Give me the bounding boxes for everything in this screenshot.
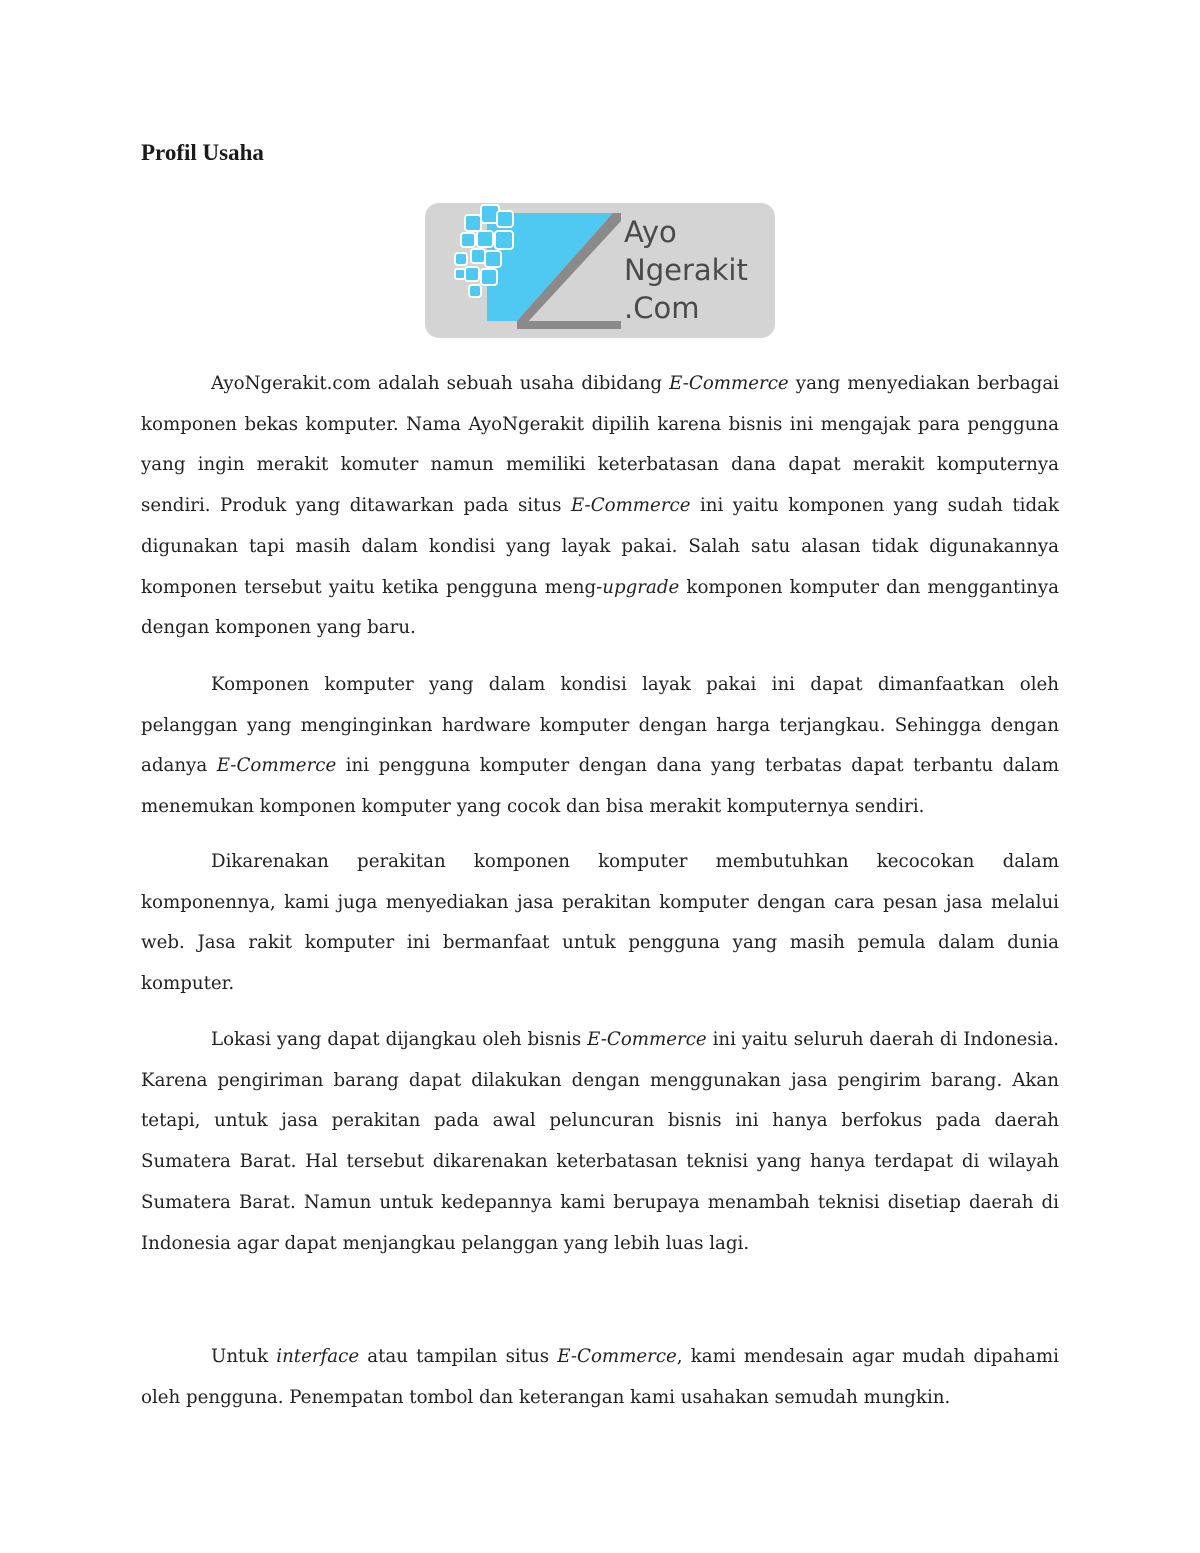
text-run: atau tampilan situs (359, 1346, 558, 1367)
italic-term: E-Commerce (216, 755, 337, 777)
text-run: ini pengguna komputer dengan dana yang terbatas dapat terbantu dalam menemukan komponen komputer yang cocok dan bisa merakit komputernya sendiri. (141, 755, 1059, 818)
text-run: Komponen komputer yang dalam kondisi layak pakai ini dapat dimanfaatkan oleh pelanggan yang menginginkan hardware komputer dengan harga terjangkau. Sehingga dengan adanya (141, 674, 1059, 777)
italic-term: E-Commerce (587, 1029, 707, 1050)
page-title: Profil Usaha (141, 140, 264, 165)
paragraph-3 (141, 842, 1059, 1021)
logo-line-1: Ayo (624, 215, 677, 249)
text-run: , kami mendesain agar mudah dipahami oleh pengguna. Penempatan tombol dan keterangan kami usahakan semudah mungkin. (141, 1346, 1059, 1408)
paragraph-4 (141, 1020, 1059, 1280)
text-run: komponen komputer dan menggantinya dengan komponen yang baru. (141, 576, 1059, 639)
text-run: yang menyediakan berbagai komponen bekas komputer. Nama AyoNgerakit dipilih karena bisnis ini mengajak para pengguna yang ingin merakit komuter namun memiliki keterbatasan dana dapat merakit komputernya sendiri. Produk yang ditawarkan pada situs (141, 373, 1059, 517)
text-run: Lokasi yang dapat dijangkau oleh bisnis (211, 1029, 588, 1050)
logo-wordmark (624, 213, 774, 327)
paragraph-1 (141, 364, 1059, 665)
text-run: AyoNgerakit.com adalah sebuah usaha dibidang (211, 373, 670, 394)
logo-line-2: Ngerakit (624, 253, 748, 287)
italic-term: E-Commerce (557, 1346, 677, 1367)
logo-line-3: .Com (624, 291, 700, 325)
paragraph-5 (141, 1337, 1059, 1434)
ayongerakit-logo (425, 203, 775, 338)
text-run: ini yaitu seluruh daerah di Indonesia. Karena pengiriman barang dapat dilakukan dengan menggunakan jasa pengirim barang. Akan tetapi, untuk jasa perakitan pada awal peluncuran bisnis ini hanya berfokus pada daerah Sumatera Barat. Hal tersebut dikarenakan keterbatasan teknisi yang hanya terdapat di wilayah Sumatera Barat. Namun untuk kedepannya kami berupaya menambah teknisi disetiap daerah di Indonesia agar dapat menjangkau pelanggan yang lebih luas lagi. (141, 1029, 1059, 1254)
italic-term: interface (276, 1346, 360, 1367)
text-run: ini yaitu komponen yang sudah tidak digunakan tapi masih dalam kondisi yang layak pakai. Salah satu alasan tidak digunakannya komponen tersebut yaitu ketika pengguna meng- (141, 495, 1059, 598)
italic-term: E-Commerce (570, 495, 691, 517)
paragraph-2 (141, 665, 1059, 844)
italic-term: upgrade (602, 576, 680, 598)
text-run: Dikarenakan perakitan komponen komputer membutuhkan kecocokan dalam komponennya, kami juga menyediakan jasa perakitan komputer dengan cara pesan jasa melalui web. Jasa rakit komputer ini bermanfaat untuk pengguna yang masih pemula dalam dunia komputer. (141, 851, 1059, 995)
italic-term: E-Commerce (669, 373, 789, 394)
text-run: Untuk (211, 1346, 277, 1367)
